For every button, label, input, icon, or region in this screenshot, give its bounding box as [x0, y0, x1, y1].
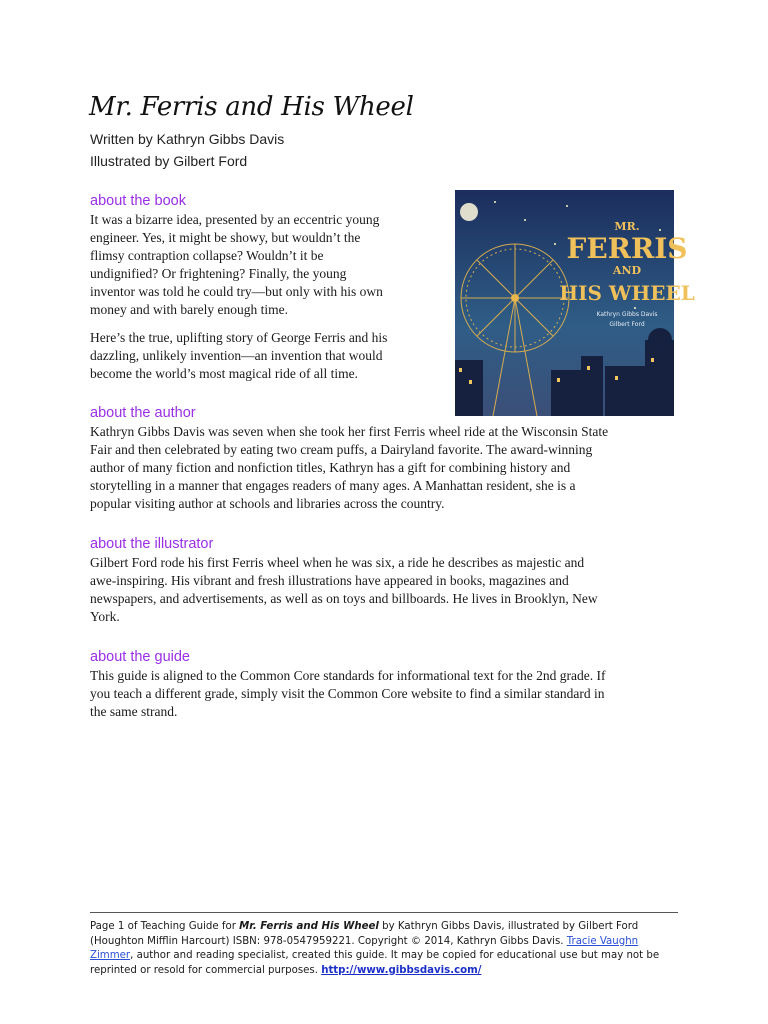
text-line: become the world’s most magical ride of all time. [90, 366, 359, 381]
about-illustrator-paragraph [90, 554, 598, 626]
text-line: undignified? Or frightening? Finally, the young [90, 266, 347, 281]
about-author-heading: about the author [90, 405, 196, 421]
about-book-paragraph-1 [90, 211, 383, 319]
footer-citation [90, 920, 690, 978]
book-cover-image [455, 190, 695, 416]
cover-illustrator: Gilbert Ford [609, 321, 645, 328]
text-line: Fair and then celebrated by eating two cream puffs, a Dairyland favorite. The award-winning [90, 442, 593, 457]
text-line: Gilbert Ford rode his first Ferris wheel when he was six, a ride he describes as majestic and [90, 555, 585, 570]
about-author-paragraph [90, 423, 608, 513]
text-line: newspapers, and advertisements, as well as on toys and billboards. He lives in Brooklyn, New [90, 591, 598, 606]
text-line: engineer. Yes, it might be showy, but wouldn’t the [90, 230, 361, 245]
footer-line-4 [90, 964, 690, 979]
tracie-vaughn-zimmer-link[interactable]: Tracie Vaughn [566, 935, 639, 947]
footer-divider [90, 912, 678, 913]
text-line: author of many fiction and nonfiction titles, Kathryn has a gift for combining history and [90, 460, 571, 475]
website-link[interactable]: http://www.gibbsdavis.com/ [321, 964, 482, 976]
text-line: This guide is aligned to the Common Core standards for informational text for the 2nd grade. If [90, 668, 606, 683]
cover-title-line-1: MR. [614, 220, 640, 233]
text-line: It was a bizarre idea, presented by an eccentric young [90, 212, 380, 227]
text-line: Here’s the true, uplifting story of George Ferris and his [90, 330, 388, 345]
text-line: money and with barely enough time. [90, 302, 288, 317]
footer-usage-note-end: reprinted or resold for commercial purposes. [90, 964, 322, 976]
about-book-heading: about the book [90, 193, 186, 209]
illustrator-credit: Illustrated by Gilbert Ford [90, 153, 248, 169]
author-credit: Written by Kathryn Gibbs Davis [90, 131, 285, 147]
text-line: York. [90, 609, 120, 624]
footer-prefix: Page 1 of Teaching Guide for [90, 921, 240, 932]
about-book-paragraph-2 [90, 329, 387, 383]
text-line: popular visiting author at schools and libraries across the country. [90, 496, 445, 511]
footer-line-3 [90, 949, 690, 964]
tracie-vaughn-zimmer-link-cont[interactable]: Zimmer [90, 950, 131, 961]
cover-title-line-4: HIS WHEEL [559, 281, 695, 305]
footer-line-1 [90, 920, 690, 935]
cover-title-line-3: AND [612, 264, 642, 277]
about-guide-heading: about the guide [90, 649, 190, 665]
book-title: Mr. Ferris and His Wheel [89, 92, 414, 122]
cover-author: Kathryn Gibbs Davis [596, 311, 658, 318]
text-line: you teach a different grade, simply visit the Common Core website to find a similar standard in [90, 686, 605, 701]
text-line: storytelling in a manner that engages readers of many ages. A Manhattan resident, she is a [90, 478, 576, 493]
text-line: Kathryn Gibbs Davis was seven when she took her first Ferris wheel ride at the Wisconsin State [90, 424, 609, 439]
text-line: the same strand. [90, 704, 178, 719]
text-line: flimsy contraption collapse? Wouldn’t it be [90, 248, 324, 263]
footer-line-2 [90, 935, 690, 950]
footer-after-title: by Kathryn Gibbs Davis, illustrated by Gilbert Ford [378, 921, 639, 932]
text-line: awe-inspiring. His vibrant and fresh illustrations have appeared in books, magazines and [90, 573, 569, 588]
footer-copyright: (Houghton Mifflin Harcourt) ISBN: 978-0547959221. Copyright © 2014, Kathryn Gibbs Davis. [90, 935, 567, 947]
text-line: inventor was told he could try—but only with his own [90, 284, 383, 299]
about-guide-paragraph [90, 667, 606, 721]
footer-usage-note: , author and reading specialist, created this guide. It may be copied for educational use but may not be [130, 950, 660, 961]
text-line: dazzling, unlikely invention—an invention that would [90, 348, 383, 363]
footer-book-title: Mr. Ferris and His Wheel [239, 921, 379, 932]
about-illustrator-heading: about the illustrator [90, 536, 214, 552]
cover-title-line-2: FERRIS [566, 232, 688, 265]
